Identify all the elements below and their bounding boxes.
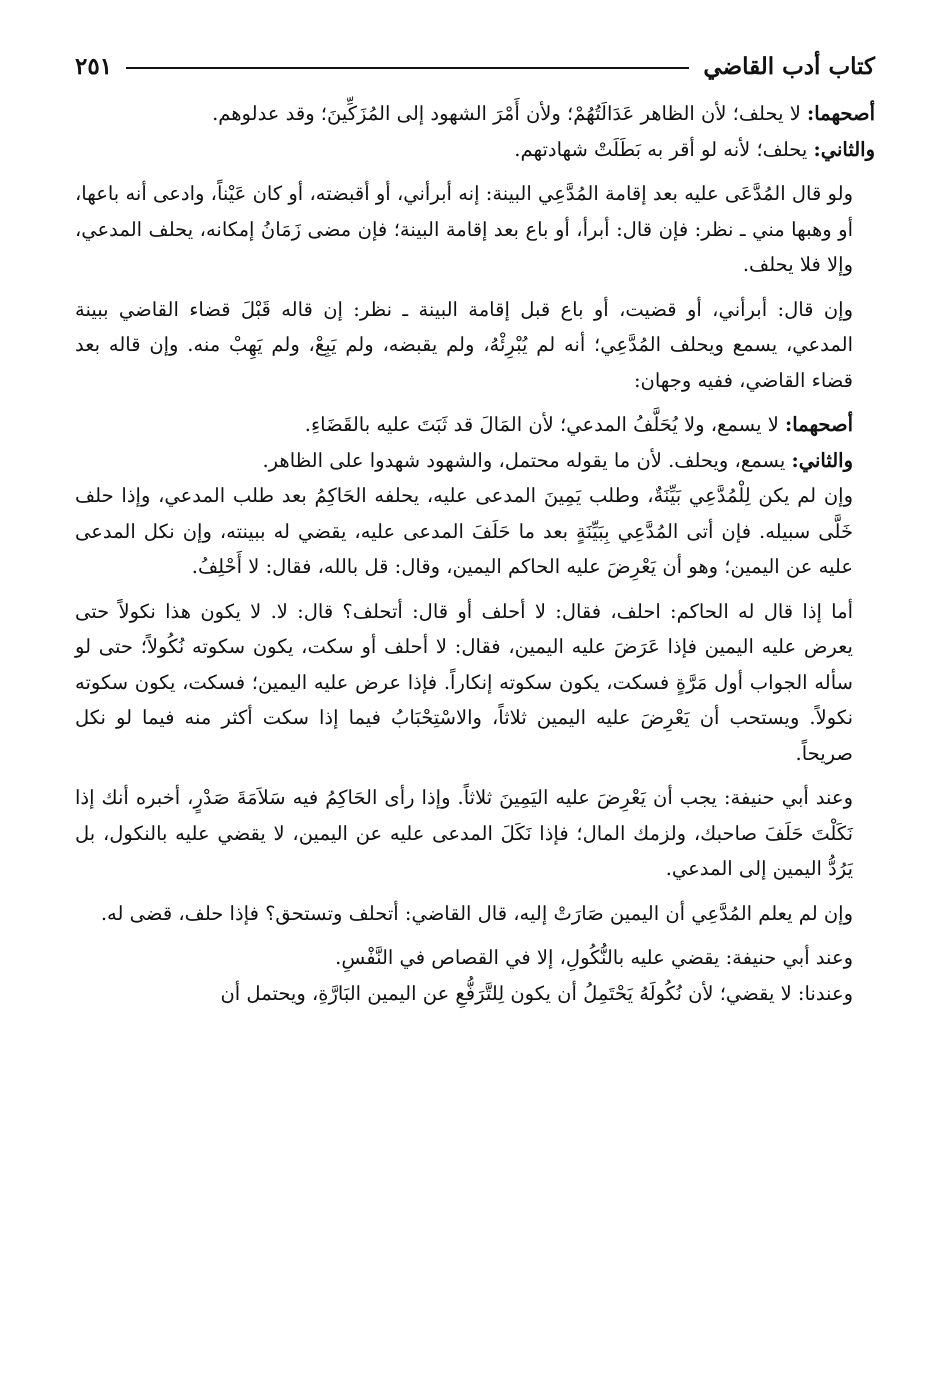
paragraph-text: يسمع، ويحلف. لأن ما يقوله محتمل، والشهود شهدوا على الظاهر. xyxy=(262,448,792,472)
running-header xyxy=(75,44,875,88)
paragraph xyxy=(75,976,875,1012)
paragraph-text: لا يسمع، ولا يُحَلَّفُ المدعي؛ لأن المَالَ قد ثَبَتَ عليه بالقَضَاءِ. xyxy=(304,413,786,436)
paragraph xyxy=(75,132,875,168)
page-body xyxy=(75,96,875,1011)
paragraph-lead: أصحهما: xyxy=(785,413,853,436)
paragraph xyxy=(75,96,875,132)
paragraph-text: ولو قال المُدَّعَى عليه بعد إقامة المُدَّعِي البينة: إنه أبرأني، أو أقبضته، أو كان عَيْناً، وادعى أنه باعها، أو وهبها مني ـ نظر: فإن قال: أبرأ، أو باع بعد إقامة البينة؛ فإن مضى زَمَانُ إمكانه، يحلف المدعي، وإلا فلا يحلف. xyxy=(75,182,853,276)
paragraph-text: وإن لم يكن لِلْمُدَّعِي بَيِّنَةٌ، وطلب يَمِينَ المدعى عليه، يحلفه الحَاكِمُ بعد طلب المدعي، وإذا حلف خَلَّى سبيله. فإن أتى المُدَّعِي بِبَيِّنَةٍ بعد ما حَلَفَ المدعى عليه، يقضي له ببينته، وإن نكل المدعى عليه عن اليمين؛ وهو أن يَعْرِضَ عليه الحاكم اليمين، وقال: قل بالله، فقال: لا أَحْلِفُ. xyxy=(75,484,853,578)
paragraph-lead: والثاني: xyxy=(791,448,853,472)
paragraph-text: أما إذا قال له الحاكم: احلف، فقال: لا أحلف أو قال: أتحلف؟ قال: لا. لا يكون هذا نكولاً حتى يعرض عليه اليمين فإذا عَرَضَ عليه اليمين، فقال: لا أحلف أو سكت، يكون سكوته نُكُولاً؛ حتى لو سأله الجواب أول مَرَّةٍ فسكت، يكون سكوته إنكاراً. فإذا عرض عليه اليمين؛ فسكت، يكون سكوته نكولاً. ويستحب أن يَعْرِضَ عليه اليمين ثلاثاً، والاسْتِحْبَابُ فيما إذا سكت أكثر منه فيما لو نكل صريحاً. xyxy=(75,599,853,765)
paragraph-text: وإن قال: أبرأني، أو قضيت، أو باع قبل إقامة البينة ـ نظر: إن قاله قَبْلَ قضاء القاضي ببينة المدعي، يسمع ويحلف المُدَّعِي؛ أنه لم يُبْرِئْهُ، ولم يقبضه، ولم يَبِعْ، ولم يَهِبْ منه. وإن قاله بعد قضاء القاضي، ففيه وجهان: xyxy=(75,297,853,392)
paragraph-text: يحلف؛ لأنه لو أقر به بَطَلَتْ شهادتهم. xyxy=(514,137,814,161)
paragraph xyxy=(75,896,875,932)
paragraph xyxy=(75,478,875,585)
paragraph-text: وإن لم يعلم المُدَّعِي أن اليمين صَارَتْ إليه، قال القاضي: أتحلف وتستحق؟ فإذا حلف، قضى له. xyxy=(100,901,853,925)
header-rule xyxy=(126,67,689,69)
paragraph xyxy=(75,780,875,887)
paragraph xyxy=(75,940,875,976)
paragraph xyxy=(75,407,875,443)
paragraph-text: وعندنا: لا يقضي؛ لأن نُكُولَهُ يَحْتَمِلُ أن يكون لِلتَّرَفُّعِ عن اليمين البَارَّةِ، ويحتمل أن xyxy=(220,981,853,1005)
paragraph xyxy=(75,443,875,479)
paragraph-text: وعند أبي حنيفة: يجب أن يَعْرِضَ عليه اليَمِينَ ثلاثاً. وإذا رأى الحَاكِمُ فيه سَلاَمَةَ صَدْرٍ، أخبره أنك إذا نَكَلْتَ حَلَفَ صاحبك، ولزمك المال؛ فإذا نَكَلَ المدعى عليه عن اليمين، لا يقضي عليه بالنكول، بل يَرُدُّ اليمين إلى المدعي. xyxy=(75,786,853,880)
paragraph-lead: والثاني: xyxy=(813,137,875,161)
paragraph xyxy=(75,594,875,772)
paragraph xyxy=(75,176,875,283)
paragraph xyxy=(75,292,875,399)
paragraph-text: وعند أبي حنيفة: يقضي عليه بالنُّكُولِ، إلا في القصاص في النَّفْسِ. xyxy=(335,946,853,969)
page-number: ٢٥١ xyxy=(75,52,113,80)
book-title: كتاب أدب القاضي xyxy=(703,52,875,80)
paragraph-text: لا يحلف؛ لأن الظاهر عَدَالَتُهُمْ؛ ولأن أَمْرَ الشهود إلى المُزَكِّينَ؛ وقد عدلوهم. xyxy=(212,102,808,125)
paragraph-lead: أصحهما: xyxy=(807,102,875,125)
